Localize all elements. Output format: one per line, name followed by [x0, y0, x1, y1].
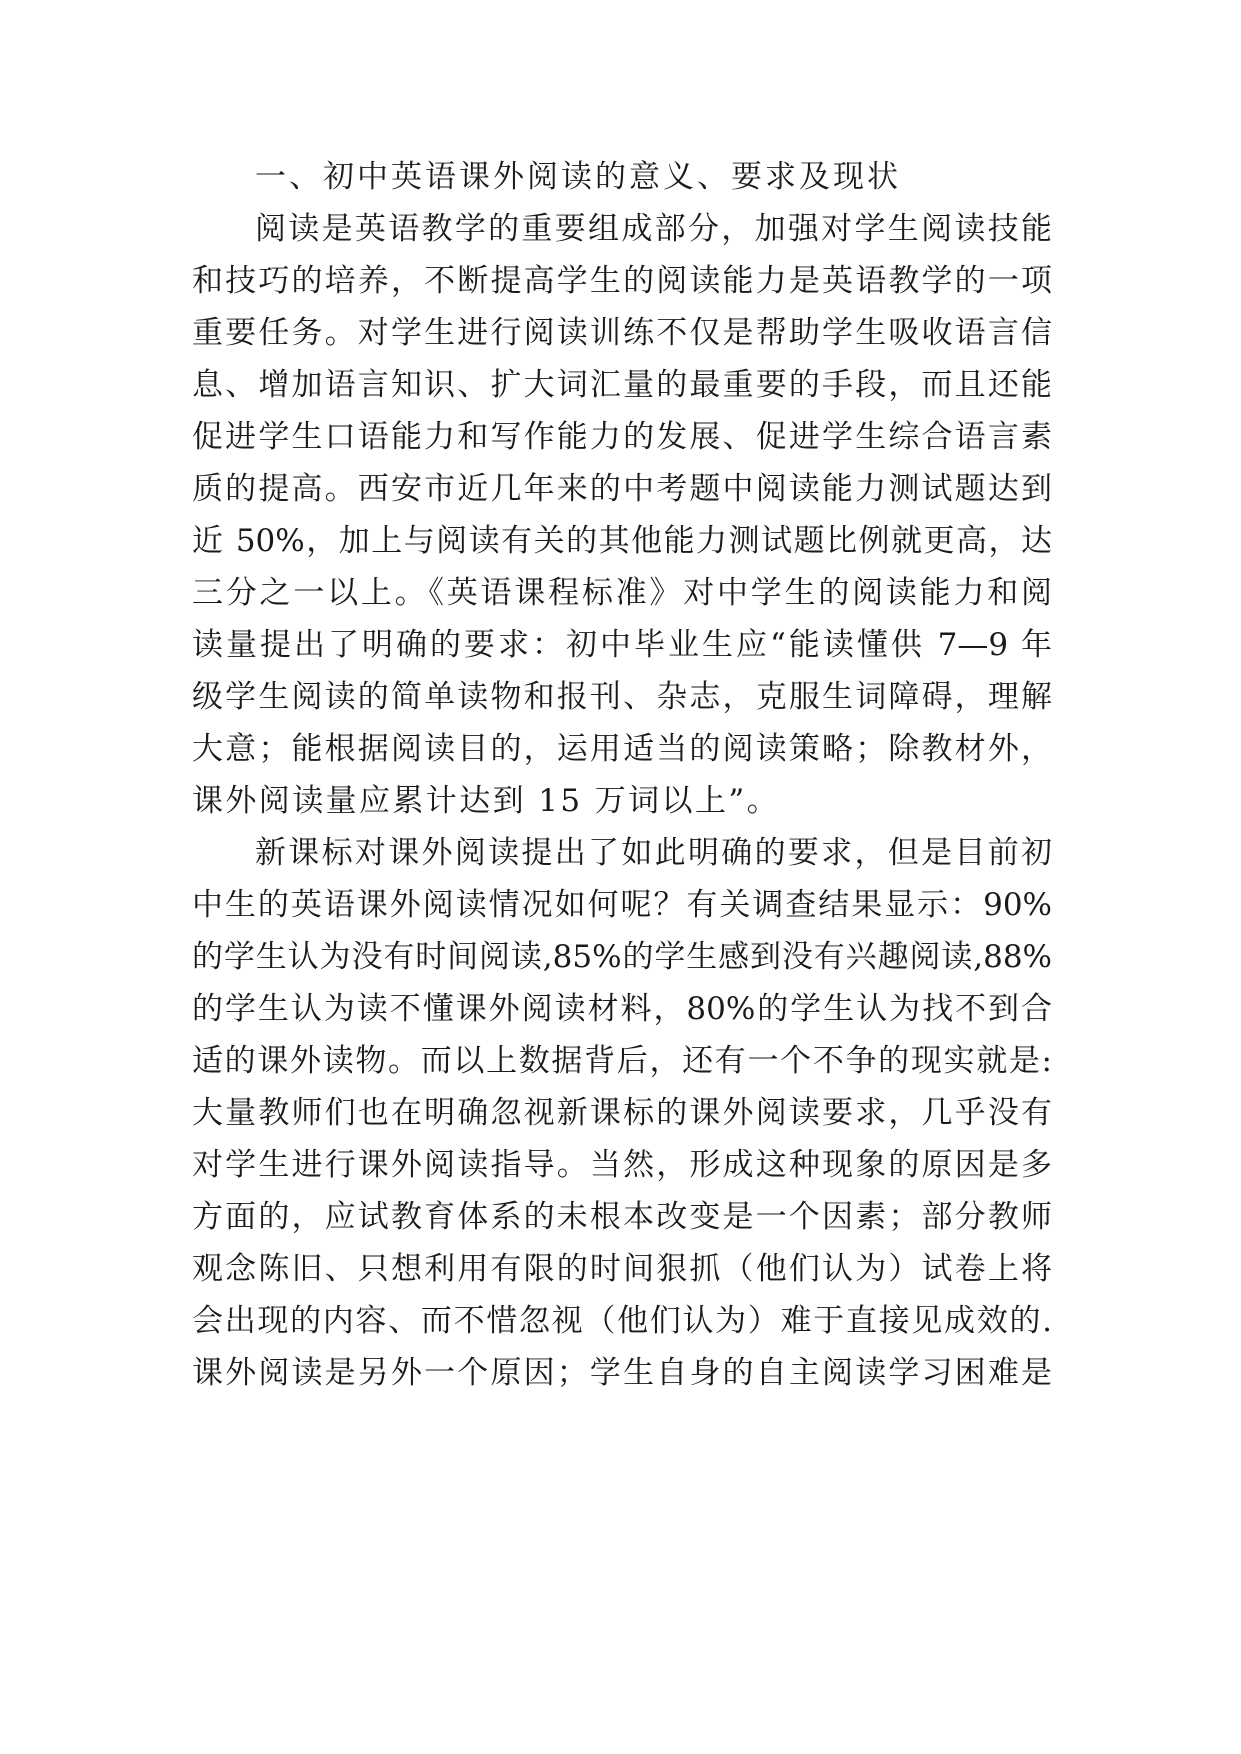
paragraph-1-line-6: 质的提高。西安市近几年来的中考题中阅读能力测试题达到: [192, 471, 1052, 507]
paragraph-2-line-7: 对学生进行课外阅读指导。当然，形成这种现象的原因是多: [192, 1147, 1052, 1183]
section-heading: 一、初中英语课外阅读的意义、要求及现状: [255, 159, 901, 195]
paragraph-2-line-1: 新课标对课外阅读提出了如此明确的要求，但是目前初: [255, 835, 1052, 871]
paragraph-2-line-5: 适的课外读物。而以上数据背后，还有一个不争的现实就是:: [192, 1043, 1052, 1079]
paragraph-1-line-9: 读量提出了明确的要求：初中毕业生应“能读懂供 7—9 年: [192, 627, 1052, 663]
paragraph-1-line-8: 三分之一以上。《英语课程标准》对中学生的阅读能力和阅: [192, 575, 1052, 611]
paragraph-2-line-9: 观念陈旧、只想利用有限的时间狠抓（他们认为）试卷上将: [192, 1251, 1052, 1287]
paragraph-2-line-6: 大量教师们也在明确忽视新课标的课外阅读要求，几乎没有: [192, 1095, 1052, 1131]
paragraph-1-line-3: 重要任务。对学生进行阅读训练不仅是帮助学生吸收语言信: [192, 315, 1052, 351]
paragraph-1-line-5: 促进学生口语能力和写作能力的发展、促进学生综合语言素: [192, 419, 1052, 455]
paragraph-2-line-4: 的学生认为读不懂课外阅读材料，80%的学生认为找不到合: [192, 991, 1052, 1027]
paragraph-2-line-8: 方面的，应试教育体系的未根本改变是一个因素；部分教师: [192, 1199, 1052, 1235]
paragraph-1-line-11: 大意；能根据阅读目的，运用适当的阅读策略；除教材外，: [192, 731, 1052, 767]
paragraph-2-line-10: 会出现的内容、而不惜忽视（他们认为）难于直接见成效的.: [192, 1303, 1052, 1339]
paragraph-2-line-11: 课外阅读是另外一个原因；学生自身的自主阅读学习困难是: [192, 1355, 1052, 1391]
paragraph-1-line-7: 近 50%，加上与阅读有关的其他能力测试题比例就更高，达: [192, 523, 1052, 559]
paragraph-1-line-4: 息、增加语言知识、扩大词汇量的最重要的手段，而且还能: [192, 367, 1052, 403]
paragraph-2-line-3: 的学生认为没有时间阅读,85%的学生感到没有兴趣阅读,88%: [192, 939, 1052, 975]
paragraph-1-line-12: 课外阅读量应累计达到 15 万词以上”。: [192, 783, 781, 819]
paragraph-1-line-2: 和技巧的培养，不断提高学生的阅读能力是英语教学的一项: [192, 263, 1052, 299]
paragraph-2-line-2: 中生的英语课外阅读情况如何呢？有关调查结果显示：90%: [192, 887, 1052, 923]
paragraph-1-line-10: 级学生阅读的简单读物和报刊、杂志，克服生词障碍，理解: [192, 679, 1052, 715]
paragraph-1-line-1: 阅读是英语教学的重要组成部分，加强对学生阅读技能: [255, 211, 1052, 247]
